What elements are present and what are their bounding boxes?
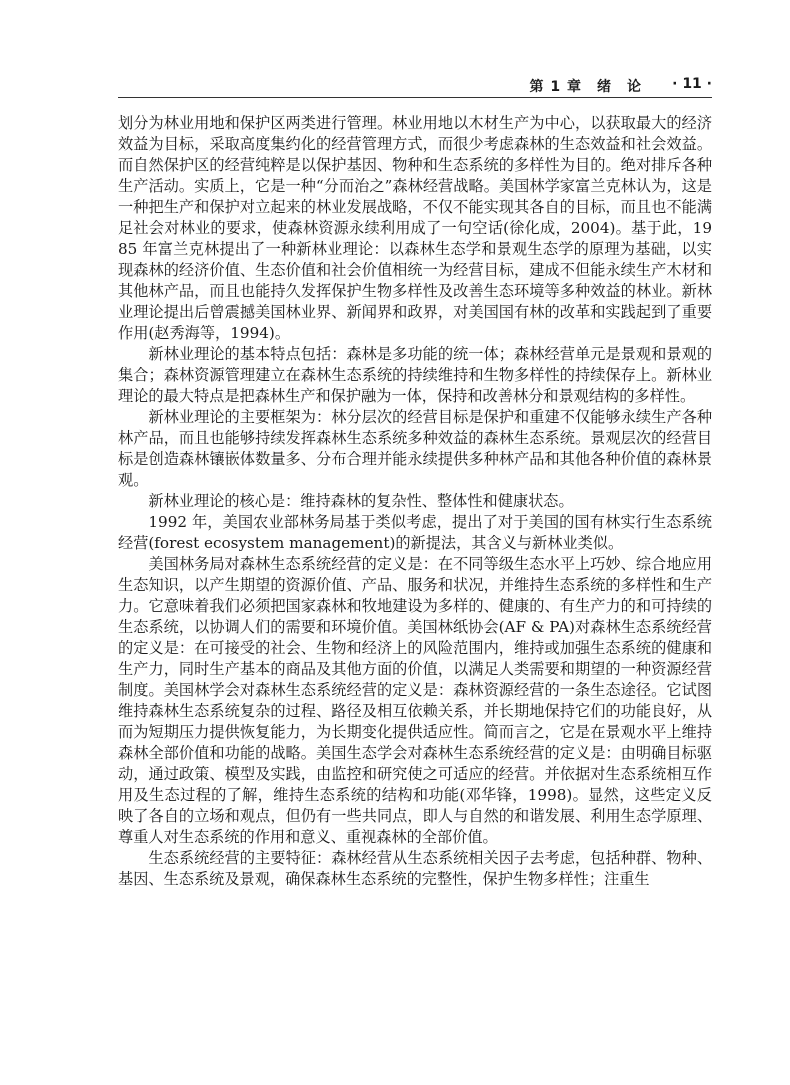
paragraph: 美国林务局对森林生态系统经营的定义是：在不同等级生态水平上巧妙、综合地应用生态知识，以产生期望的资源价值、产品、服务和状况，并维持生态系统的多样性和生产力。它意味着我们必须把国家森林和牧地建设为多样的、健康的、有生产力的和可持续的生态系统，以协调人们的需要和环境价值。美国林纸协会(AF & PA)对森林生态系统经营的定义是：在可接受的社会、生物和经济上的风险范围内，维持或加强生态系统的健康和生产力，同时生产基本的商品及其他方面的价值，以满足人类需要和期望的一种资源经营制度。美国林学会对森林生态系统经营的定义是：森林资源经营的一条生态途径。它试图维持森林生态系统复杂的过程、路径及相互依赖关系，并长期地保持它们的功能良好，从而为短期压力提供恢复能力，为长期变化提供适应性。简而言之，它是在景观水平上维持森林全部价值和功能的战略。美国生态学会对森林生态系统经营的定义是：由明确目标驱动，通过政策、模型及实践，由监控和研究使之可适应的经营。并依据对生态系统相互作用及生态过程的了解，维持生态系统的结构和功能(邓华锋，1998)。显然，这些定义反映了各自的立场和观点，但仍有一些共同点，即人与自然的和谐发展、利用生态学原理、尊重人对生态系统的作用和意义、重视森林的全部价值。: [118, 555, 712, 846]
paragraph: 生态系统经营的主要特征：森林经营从生态系统相关因子去考虑，包括种群、物种、基因、生态系统及景观，确保森林生态系统的完整性，保护生物多样性；注重生: [118, 849, 712, 888]
page-number: · 11 ·: [672, 76, 712, 92]
paragraph: 新林业理论的主要框架为：林分层次的经营目标是保护和重建不仅能够永续生产各种林产品，而且也能够持续发挥森林生态系统多种效益的森林生态系统。景观层次的经营目标是创造森林镶嵌体数量多、分布合理并能永续提供多种林产品和其他各种价值的森林景观。: [118, 408, 712, 489]
paragraph: 1992 年，美国农业部林务局基于类似考虑，提出了对于美国的国有林实行生态系统经营(forest ecosystem management)的新提法，其含义与新林业类似。: [118, 513, 712, 552]
paragraph-continued: 划分为林业用地和保护区两类进行管理。林业用地以木材生产为中心，以获取最大的经济效益为目标，采取高度集约化的经营管理方式，而很少考虑森林的生态效益和社会效益。而自然保护区的经营纯粹是以保护基因、物种和生态系统的多样性为目的。绝对排斥各种生产活动。实质上，它是一种“分而治之”森林经营战略。美国林学家富兰克林认为，这是一种把生产和保护对立起来的林业发展战略，不仅不能实现其各自的目标，而且也不能满足社会对林业的要求，使森林资源永续利用成了一句空话(徐化成，2004)。基于此，1985 年富兰克林提出了一种新林业理论：以森林生态学和景观生态学的原理为基础，以实现森林的经济价值、生态价值和社会价值相统一为经营目标，建成不但能永续生产木材和其他林产品，而且也能持久发挥保护生物多样性及改善生态环境等多种效益的林业。新林业理论提出后曾震撼美国林业界、新闻界和政界，对美国国有林的改革和实践起到了重要作用(赵秀海等，1994)。: [118, 114, 712, 342]
paragraph: 新林业理论的基本特点包括：森林是多功能的统一体；森林经营单元是景观和景观的集合；森林资源管理建立在森林生态系统的持续维持和生物多样性的持续保存上。新林业理论的最大特点是把森林生产和保护融为一体，保持和改善林分和景观结构的多样性。: [118, 345, 712, 405]
body-text: [118, 113, 712, 890]
chapter-title: 第 1 章 绪 论: [529, 79, 642, 95]
running-head: [118, 74, 712, 96]
header-rule: [118, 97, 712, 98]
paragraph: 新林业理论的核心是：维持森林的复杂性、整体性和健康状态。: [148, 492, 574, 510]
